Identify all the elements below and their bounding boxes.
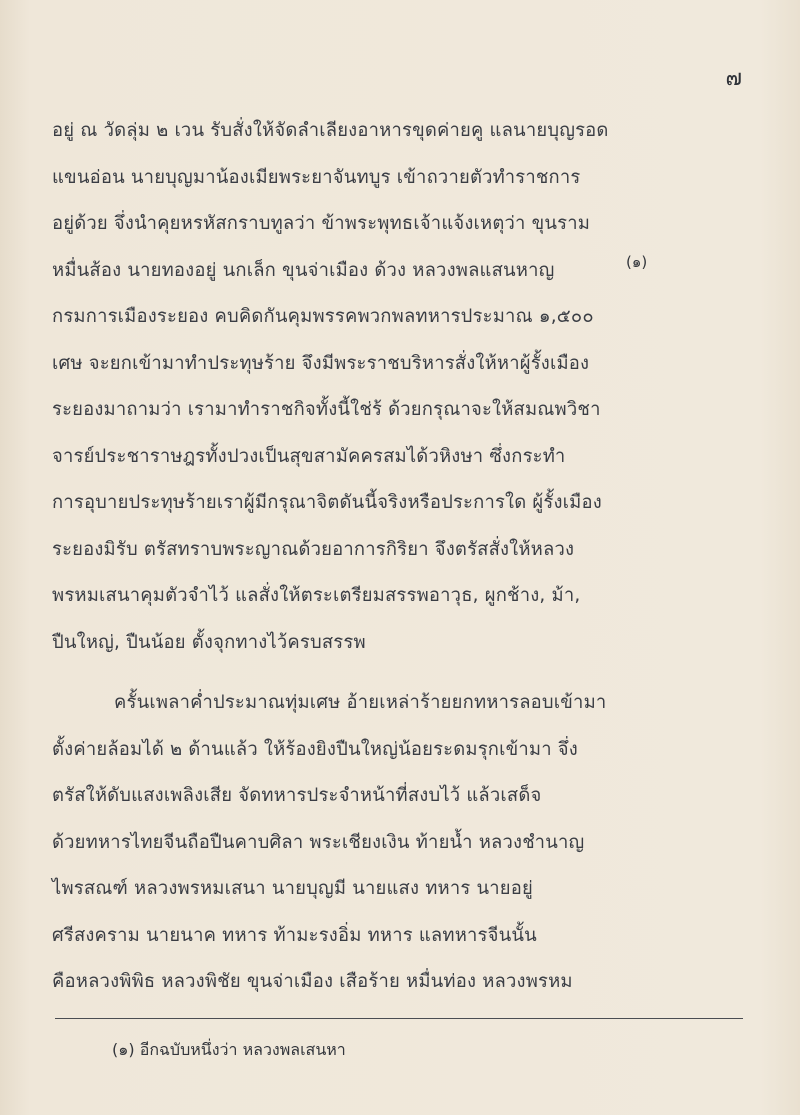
text-line: คือหลวงพิพิธ หลวงพิชัย ขุนจ่าเมือง เสือร้าย หมื่นท่อง หลวงพรหม (52, 971, 573, 992)
text-line: ระยองมิรับ ตรัสทราบพระญาณด้วยอาการกิริยา จึงตรัสสั่งให้หลวง (52, 538, 575, 560)
text-line: แขนอ่อน นายบุญมาน้องเมียพระยาจันทบูร เข้าถวายตัวทำราชการ (52, 166, 581, 188)
body-text (52, 108, 752, 1006)
text-line: ศรีสงคราม นายนาค ทหาร ท้ามะรงอิ่ม ทหาร แลทหารจีนนั้น (52, 924, 537, 946)
text-line: ด้วยทหารไทยจีนถือปืนคาบศิลา พระเชียงเงิน ท้ายน้ำ หลวงชำนาญ (52, 831, 585, 853)
text-line: กรมการเมืองระยอง คบคิดกันคุมพรรคพวกพลทหารประมาณ ๑,๕๐๐ (52, 306, 594, 327)
text-line: ตั้งค่ายล้อมได้ ๒ ด้านแล้ว ให้ร้องยิงปืนใหญ่น้อยระดมรุกเข้ามา จึ่ง (52, 738, 578, 760)
page-number: ๗ (725, 66, 742, 91)
footnote-divider (55, 1018, 743, 1019)
text-line: อยู่ด้วย จึ่งนำคุยหรหัสกราบทูลว่า ข้าพระพุทธเจ้าแจ้งเหตุว่า ขุนราม (52, 213, 591, 234)
text-line: จารย์ประชาราษฎรทั้งปวงเป็นสุขสามัคครสมได้วหิงษา ซึ่งกระทำ (52, 445, 566, 467)
text-line: ไพรสณฑ์ หลวงพรหมเสนา นายบุญมี นายแสง ทหาร นายอยู่ (52, 878, 534, 899)
footnote-reference-marker: (๑) (626, 253, 648, 271)
text-line: ระยองมาถามว่า เรามาทำราชกิจทั้งนี้ใช่ร้ ด้วยกรุณาจะให้สมณพวิชา (52, 399, 601, 420)
text-line: การอุบายประทุษร้ายเราผู้มีกรุณาจิตดันนี้จริงหรือประการใด ผู้รั้งเมือง (52, 492, 602, 513)
footnote: (๑) อีกฉบับหนึ่งว่า หลวงพลเสนหา (112, 1040, 346, 1059)
text-line: ตรัสให้ดับแสงเพลิงเสีย จัดทหารประจำหน้าที่สงบไว้ แล้วเสด็จ (52, 785, 542, 806)
text-line: ปืนใหญ่, ปืนน้อย ตั้งจุกทางไว้ครบสรรพ (52, 631, 366, 653)
text-line: เศษ จะยกเข้ามาทำประทุษร้าย จึงมีพระราชบริหารสั่งให้หาผู้รั้งเมือง (52, 352, 590, 374)
text-line: หมื่นส้อง นายทองอยู่ นกเล็ก ขุนจ่าเมือง ด้วง หลวงพลแสนหาญ (52, 259, 555, 281)
paragraph-first-line: ครั้นเพลาค่ำประมาณทุ่มเศษ อ้ายเหล่าร้ายยกทหารลอบเข้ามา (114, 692, 607, 713)
text-line: อยู่ ณ วัดลุ่ม ๒ เวน รับสั่งให้จัดลำเลียงอาหารขุดค่ายคู แลนายบุญรอด (52, 120, 609, 141)
text-line: พรหมเสนาคุมตัวจำไว้ แลสั่งให้ตระเตรียมสรรพอาวุธ, ผูกช้าง, ม้า, (52, 585, 581, 606)
